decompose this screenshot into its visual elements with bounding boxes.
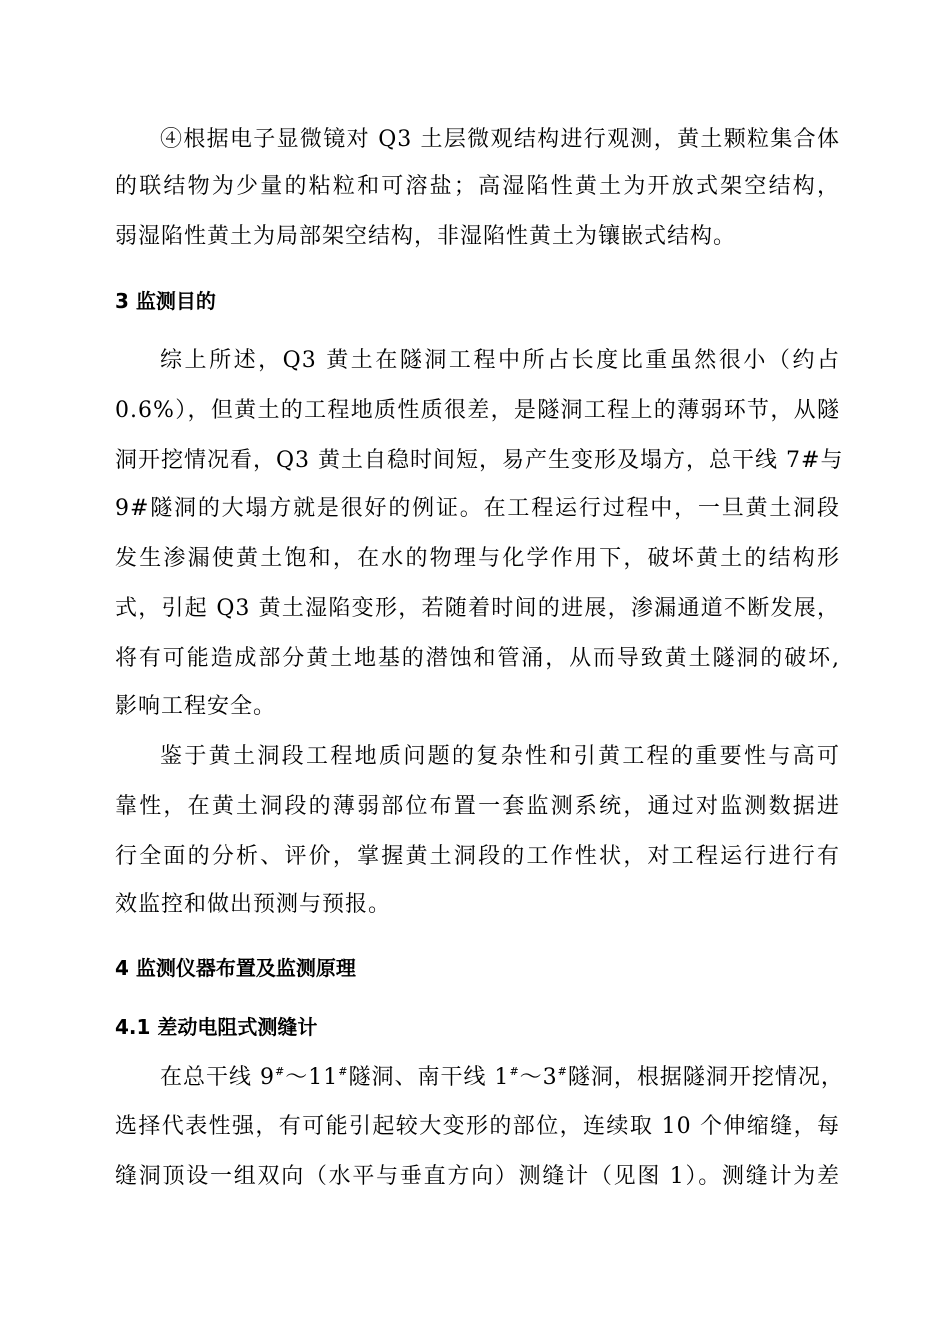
paragraph-line: 发生渗漏使黄土饱和，在水的物理与化学作用下，破坏黄土的结构形	[115, 546, 840, 571]
paragraph-line: 将有可能造成部分黄土地基的潜蚀和管涌，从而导致黄土隧洞的破坏,	[115, 646, 840, 671]
paragraph-line: 行全面的分析、评价，掌握黄土洞段的工作性状，对工程运行进行有	[115, 844, 840, 869]
paragraph-line: 的联结物为少量的粘粒和可溶盐；高湿陷性黄土为开放式架空结构，	[115, 174, 840, 199]
paragraph-line: ④根据电子显微镜对 Q3 土层微观结构进行观测，黄土颗粒集合体	[160, 127, 840, 152]
superscript: #	[338, 1065, 349, 1078]
text-run: ～3	[519, 1065, 558, 1090]
paragraph-line: 0.6%），但黄土的工程地质性质很差，是隧洞工程上的薄弱环节，从隧	[115, 398, 840, 423]
superscript: #	[557, 1065, 568, 1078]
text-run: 在总干线 9	[160, 1065, 275, 1090]
text-run: 隧洞，根据隧洞开挖情况，	[567, 1065, 844, 1090]
paragraph-line: 效监控和做出预测与预报。	[115, 892, 392, 917]
text-run: 隧洞、南干线 1	[348, 1065, 510, 1090]
paragraph-line: 综上所述，Q3 黄土在隧洞工程中所占长度比重虽然很小（约占	[160, 348, 840, 373]
paragraph-line: 9#隧洞的大塌方就是很好的例证。在工程运行过程中，一旦黄土洞段	[115, 496, 840, 521]
paragraph-line: 弱湿陷性黄土为局部架空结构，非湿陷性黄土为镶嵌式结构。	[115, 224, 737, 249]
paragraph-line: 缝洞顶设一组双向（水平与垂直方向）测缝计（见图 1）。测缝计为差	[115, 1164, 840, 1189]
paragraph-line: 式，引起 Q3 黄土湿陷变形，若随着时间的进展，渗漏通道不断发展，	[115, 596, 840, 621]
paragraph-line: 靠性，在黄土洞段的薄弱部位布置一套监测系统，通过对监测数据进	[115, 794, 840, 819]
section-heading: 3 监测目的	[115, 289, 216, 313]
superscript: #	[275, 1065, 286, 1078]
paragraph-line: 鉴于黄土洞段工程地质问题的复杂性和引黄工程的重要性与高可	[160, 744, 840, 769]
text-run: ～11	[285, 1065, 339, 1090]
subsection-heading: 4.1 差动电阻式测缝计	[115, 1015, 318, 1039]
superscript: #	[509, 1065, 520, 1078]
paragraph-line: 洞开挖情况看，Q3 黄土自稳时间短，易产生变形及塌方，总干线 7#与	[115, 448, 844, 473]
paragraph-line	[160, 1063, 844, 1093]
section-heading: 4 监测仪器布置及监测原理	[115, 956, 356, 980]
paragraph-line: 选择代表性强，有可能引起较大变形的部位，连续取 10 个伸缩缝，每	[115, 1114, 840, 1139]
paragraph-line: 影响工程安全。	[115, 694, 277, 719]
